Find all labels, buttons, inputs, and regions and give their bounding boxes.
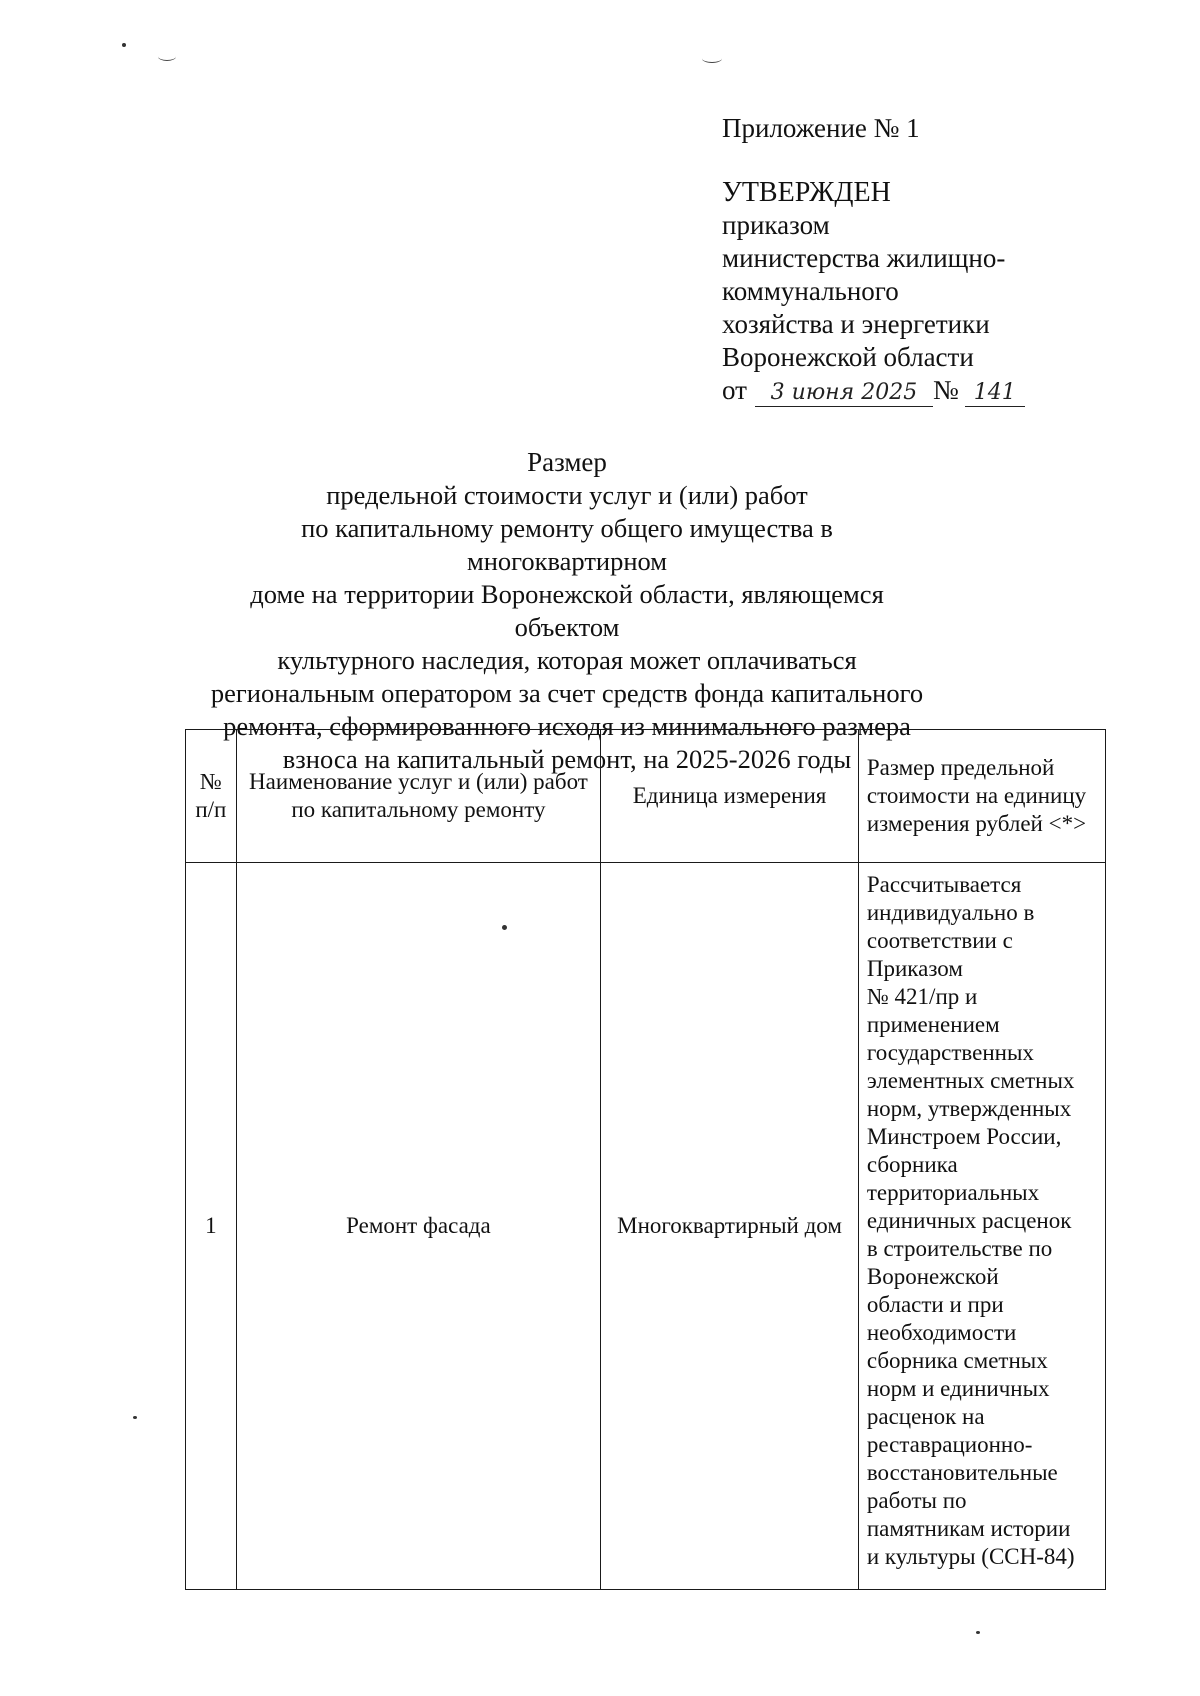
title-line: культурного наследия, которая может оплачиваться	[277, 645, 857, 675]
scan-mark	[158, 52, 176, 61]
row-num-cell: 1	[186, 863, 237, 1590]
price-text-line: Минстроем России,	[866, 1124, 1062, 1149]
handwritten-date: 3 июня 2025	[755, 380, 933, 407]
header-num: № п/п	[186, 730, 237, 863]
price-text-line: области и при	[866, 1292, 1004, 1317]
row-price-cell	[858, 863, 1105, 1590]
price-text-line: Приказом	[866, 956, 963, 981]
approval-line: министерства жилищно-	[722, 243, 1006, 273]
document-title	[200, 446, 934, 776]
price-text-line: индивидуально в	[866, 900, 1035, 925]
order-date-row	[722, 374, 1025, 407]
title-line: взноса на капитальный ремонт, на 2025-2026 годы	[282, 744, 852, 774]
row-unit-cell: Многоквартирный дом	[601, 863, 859, 1590]
title-line: доме на территории Воронежской области, являющемся объектом	[250, 579, 884, 642]
date-prefix: от	[722, 375, 747, 405]
table-row	[186, 863, 1106, 1590]
price-text-line: необходимости	[866, 1320, 1017, 1345]
scan-speck	[122, 43, 126, 47]
title-line: предельной стоимости услуг и (или) работ	[326, 480, 808, 510]
scan-speck	[976, 1631, 980, 1634]
number-sign: №	[932, 375, 959, 405]
price-text-line: восстановительные	[866, 1460, 1058, 1485]
title-line: по капитальному ремонту общего имущества в многоквартирном	[301, 513, 833, 576]
header-unit: Единица измерения	[601, 730, 859, 863]
scan-speck	[133, 1416, 137, 1419]
price-text-line: и культуры (ССН-84)	[866, 1544, 1075, 1569]
header-price: Размер предельной стоимости на единицу измерения рублей <*>	[858, 730, 1105, 863]
price-text-line: памятникам истории	[866, 1516, 1071, 1541]
row-name-cell: Ремонт фасада	[236, 863, 601, 1590]
table-header-row	[186, 730, 1106, 863]
price-text-line: в строительстве по	[866, 1236, 1053, 1261]
approval-line: хозяйства и энергетики	[722, 309, 990, 339]
price-text-line: соответствии с	[866, 928, 1013, 953]
price-text-line: реставрационно-	[866, 1432, 1033, 1457]
title-heading: Размер	[527, 447, 607, 477]
price-text-line: расценок на	[866, 1404, 985, 1429]
price-text-line: единичных расценок	[866, 1208, 1072, 1233]
price-text-line: элементных сметных	[866, 1068, 1075, 1093]
approval-line: Воронежской области	[722, 342, 974, 372]
price-text-line: государственных	[866, 1040, 1034, 1065]
scan-mark	[702, 54, 722, 63]
price-text-line: Воронежской	[866, 1264, 999, 1289]
approval-line: коммунального	[722, 276, 899, 306]
price-text-line: Рассчитывается	[866, 872, 1022, 897]
price-text-line: работы по	[866, 1488, 967, 1513]
price-text-line: № 421/пр и	[866, 984, 978, 1009]
cost-table	[185, 729, 1106, 1590]
handwritten-number: 141	[965, 380, 1025, 407]
approval-line: приказом	[722, 210, 830, 240]
price-text-line: применением	[866, 1012, 1000, 1037]
header-name: Наименование услуг и (или) работ по капитальному ремонту	[236, 730, 601, 863]
title-line: ремонта, сформированного исходя из минимального размера	[223, 711, 911, 741]
approved-label: УТВЕРЖДЕН	[722, 177, 891, 208]
approval-block	[722, 112, 1025, 407]
appendix-label: Приложение № 1	[722, 113, 920, 143]
title-line: региональным оператором за счет средств фонда капитального	[210, 678, 924, 708]
price-text-line: территориальных	[866, 1180, 1040, 1205]
price-text-line: норм и единичных	[866, 1376, 1050, 1401]
price-text-line: норм, утвержденных	[866, 1096, 1072, 1121]
price-text-line: сборника сметных	[866, 1348, 1048, 1373]
price-text-line: сборника	[866, 1152, 958, 1177]
